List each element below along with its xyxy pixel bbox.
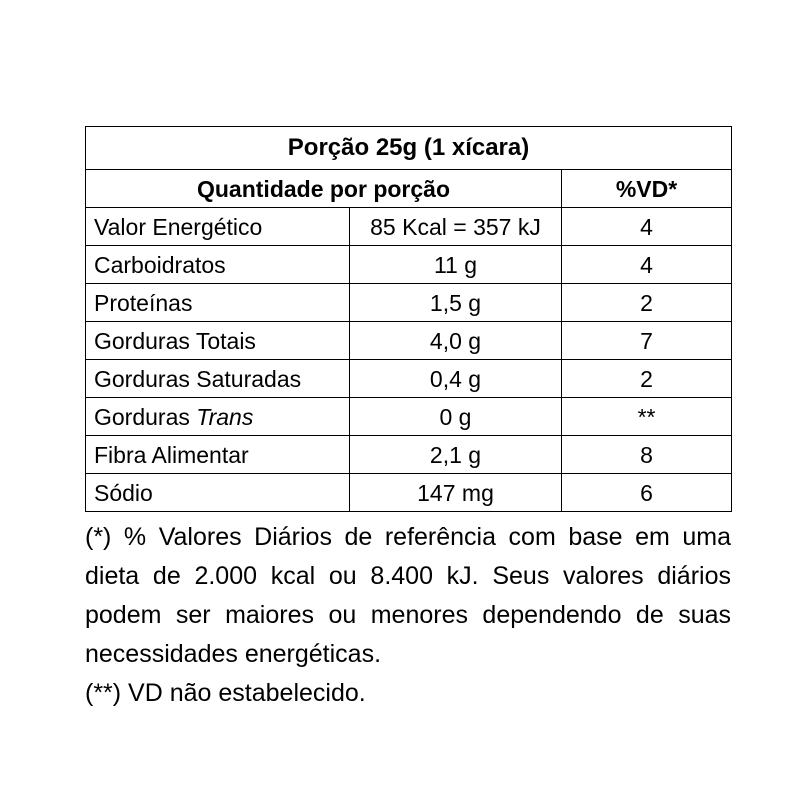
nutrient-amount: 85 Kcal = 357 kJ	[350, 208, 562, 246]
nutrient-name: Fibra Alimentar	[86, 436, 350, 474]
nutrient-name	[86, 398, 350, 436]
nutrient-amount: 0,4 g	[350, 360, 562, 398]
nutrition-facts	[85, 126, 731, 713]
nutrient-amount: 1,5 g	[350, 284, 562, 322]
nutrient-vd: **	[562, 398, 732, 436]
nutrient-name: Gorduras Totais	[86, 322, 350, 360]
nutrient-name: Valor Energético	[86, 208, 350, 246]
table-row	[86, 474, 732, 512]
nutrient-vd: 2	[562, 360, 732, 398]
footnote-vd-not-established: (**) VD não estabelecido.	[85, 679, 366, 707]
table-row	[86, 246, 732, 284]
nutrient-amount: 2,1 g	[350, 436, 562, 474]
nutrition-table	[85, 126, 732, 512]
nutrient-name: Sódio	[86, 474, 350, 512]
nutrient-vd: 4	[562, 246, 732, 284]
table-row	[86, 284, 732, 322]
table-row	[86, 322, 732, 360]
nutrient-vd: 4	[562, 208, 732, 246]
header-vd: %VD*	[562, 170, 732, 208]
header-quantity: Quantidade por porção	[86, 170, 562, 208]
footnote-daily-values: (*) % Valores Diários de referência com base em uma dieta de 2.000 kcal ou 8.400 kJ. Seus valores diários podem ser maiores ou menores dependendo de suas necessidades energéticas.	[85, 523, 731, 668]
table-header-row	[86, 170, 732, 208]
serving-title: Porção 25g (1 xícara)	[86, 127, 732, 170]
table-row	[86, 436, 732, 474]
footnotes	[85, 518, 731, 713]
nutrient-name: Proteínas	[86, 284, 350, 322]
table-title-row	[86, 127, 732, 170]
nutrient-name-italic: Trans	[196, 403, 254, 430]
nutrient-vd: 8	[562, 436, 732, 474]
nutrient-vd: 6	[562, 474, 732, 512]
nutrient-amount: 4,0 g	[350, 322, 562, 360]
table-row	[86, 360, 732, 398]
nutrient-name: Gorduras Saturadas	[86, 360, 350, 398]
nutrient-name: Carboidratos	[86, 246, 350, 284]
table-row	[86, 208, 732, 246]
nutrient-name-prefix: Gorduras	[94, 403, 197, 430]
nutrient-vd: 2	[562, 284, 732, 322]
table-row	[86, 398, 732, 436]
nutrient-amount: 0 g	[350, 398, 562, 436]
nutrient-amount: 11 g	[350, 246, 562, 284]
nutrient-vd: 7	[562, 322, 732, 360]
nutrient-amount: 147 mg	[350, 474, 562, 512]
